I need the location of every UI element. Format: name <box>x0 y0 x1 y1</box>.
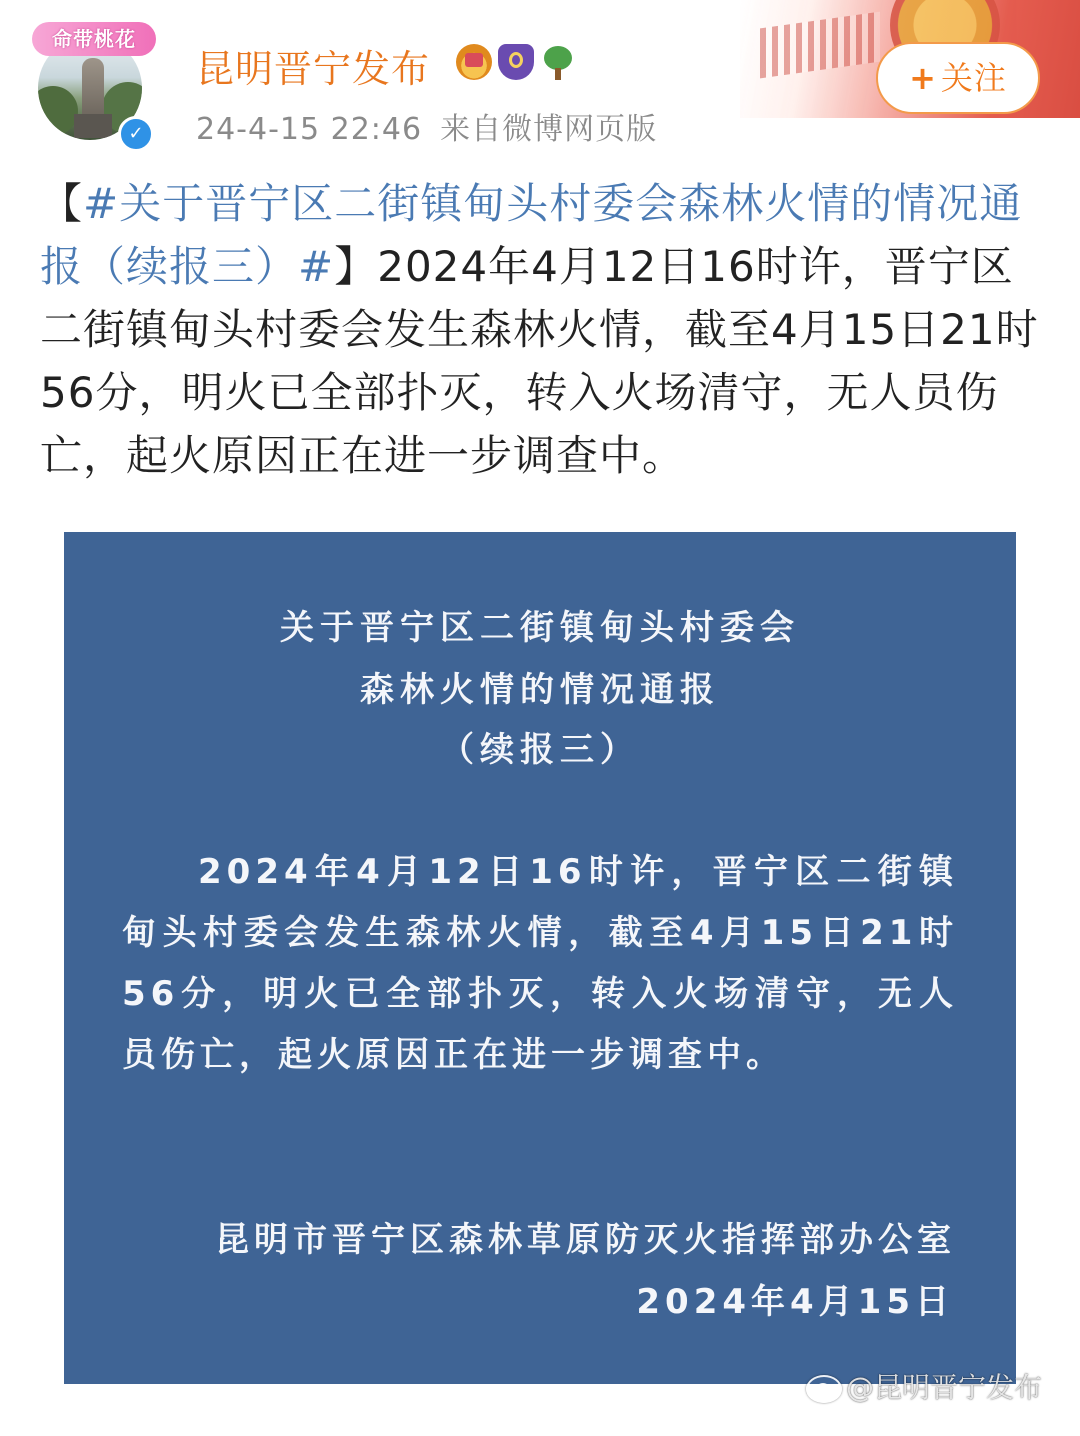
weibo-logo-icon <box>806 1375 842 1403</box>
follow-button[interactable] <box>876 42 1040 114</box>
avatar-statue <box>82 58 104 116</box>
notice-body: 2024年4月12日16时许，晋宁区二街镇甸头村委会发生森林火情，截至4月15日21时56分，明火已全部扑灭，转入火场清守，无人员伤亡，起火原因正在进一步调查中。 <box>122 852 958 1075</box>
notice-date: 2024年4月15日 <box>636 1282 954 1322</box>
post-text <box>40 172 1040 487</box>
notice-image[interactable] <box>64 532 1016 1384</box>
notice-title-line-3: （续报三） <box>440 730 640 770</box>
hashtag-link[interactable]: #关于晋宁区二街镇甸头村委会森林火情的情况通报（续报三）# <box>40 179 1023 291</box>
follow-label: 关注 <box>940 59 1007 97</box>
crown-icon[interactable] <box>456 44 492 80</box>
notice-title-line-1: 关于晋宁区二街镇甸头村委会 <box>280 608 800 648</box>
bracket-close: 】 <box>334 242 378 291</box>
post-meta <box>196 104 675 148</box>
verified-icon: ✓ <box>118 116 154 152</box>
notice-issuer: 昆明市晋宁区森林草原防灭火指挥部办公室 <box>215 1220 956 1260</box>
image-watermark <box>806 1366 1042 1406</box>
bracket-open: 【 <box>40 179 84 228</box>
watermark-text: @昆明晋宁发布 <box>846 1371 1043 1404</box>
plus-icon: + <box>909 59 937 97</box>
avatar-container[interactable] <box>38 27 150 148</box>
tiananmen-gate-graphic <box>760 12 880 79</box>
shield-icon[interactable] <box>498 44 534 80</box>
post-source: 来自微博网页版 <box>440 112 658 147</box>
user-name[interactable]: 昆明晋宁发布 <box>196 47 431 91</box>
avatar-plinth <box>74 114 112 138</box>
avatar-trees-left <box>38 86 78 136</box>
user-badges <box>456 44 576 80</box>
avatar-badge: 命带桃花 <box>32 22 156 56</box>
post-body: 2024年4月12日16时许，晋宁区二街镇甸头村委会发生森林火情，截至4月15日21时56分，明火已全部扑灭，转入火场清守，无人员伤亡，起火原因正在进一步调查中。 <box>40 242 1039 480</box>
notice-title-line-2: 森林火情的情况通报 <box>360 670 720 710</box>
post-timestamp[interactable]: 24-4-15 22:46 <box>196 112 423 147</box>
tree-icon[interactable] <box>540 44 576 80</box>
